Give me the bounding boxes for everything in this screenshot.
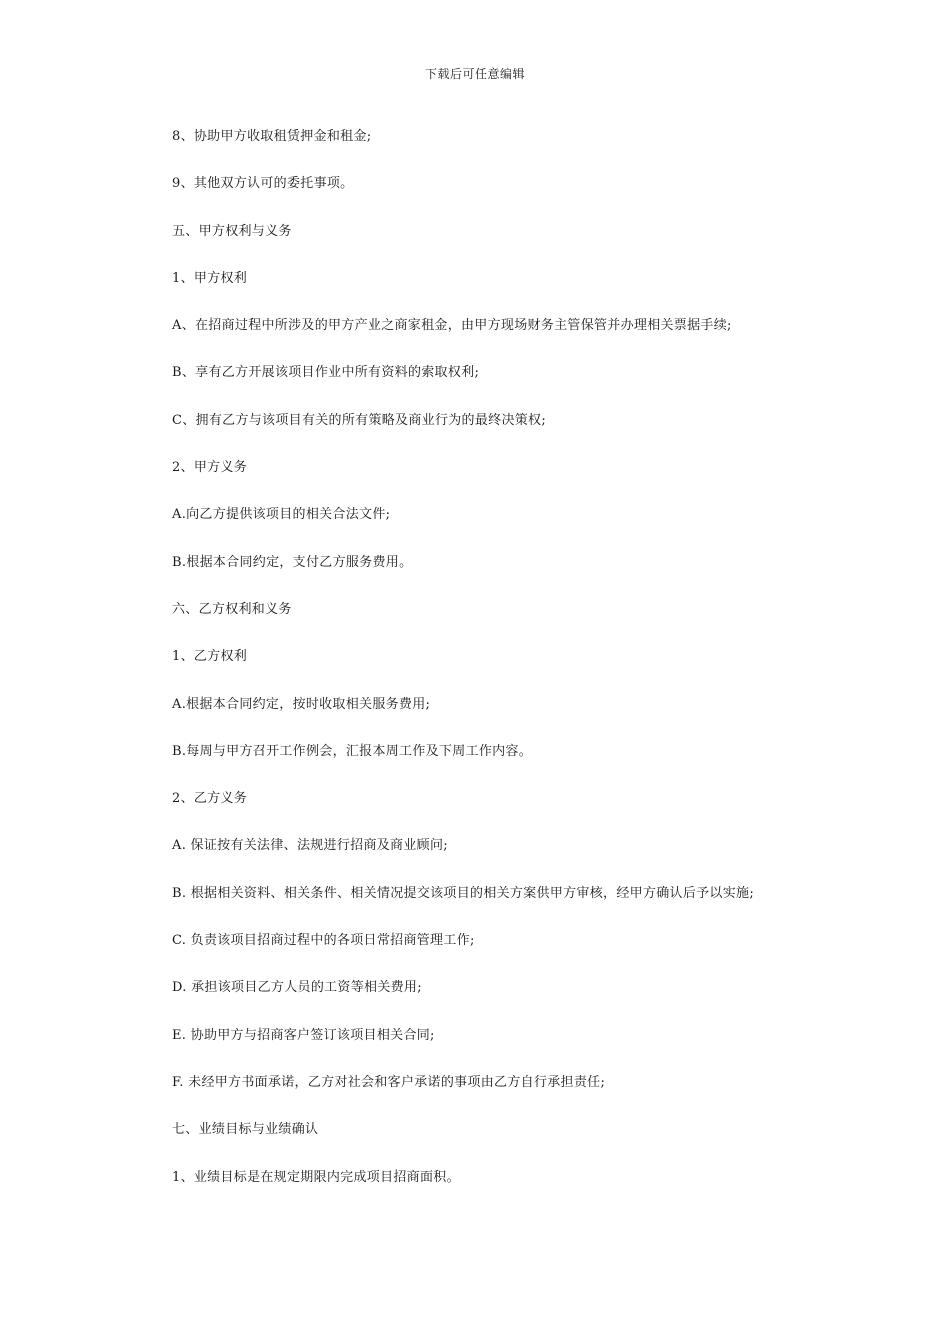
page-header: 下载后可任意编辑 xyxy=(424,67,525,81)
paragraph: 8、协助甲方收取租赁押金和租金; xyxy=(172,129,372,144)
section-heading: 六、乙方权利和义务 xyxy=(172,601,292,617)
paragraph: A. 保证按有关法律、法规进行招商及商业顾问; xyxy=(172,838,448,854)
paragraph: A.向乙方提供该项目的相关合法文件; xyxy=(172,507,391,523)
paragraph: D. 承担该项目乙方人员的工资等相关费用; xyxy=(172,980,422,996)
paragraph: F. 未经甲方书面承诺，乙方对社会和客户承诺的事项由乙方自行承担责任; xyxy=(172,1074,606,1090)
paragraph: A、在招商过程中所涉及的甲方产业之商家租金，由甲方现场财务主管保管并办理相关票据手续; xyxy=(172,318,732,334)
paragraph: 1、业绩目标是在规定期限内完成项目招商面积。 xyxy=(172,1169,460,1185)
section-heading: 五、甲方权利与义务 xyxy=(172,223,292,239)
section-heading: 七、业绩目标与业绩确认 xyxy=(172,1122,319,1138)
paragraph: E. 协助甲方与招商客户签订该项目相关合同; xyxy=(172,1027,435,1043)
document-body xyxy=(172,128,872,1216)
subsection-heading: 1、甲方权利 xyxy=(172,270,248,286)
subsection-heading: 2、乙方义务 xyxy=(172,791,248,807)
paragraph: B.每周与甲方召开工作例会，汇报本周工作及下周工作内容。 xyxy=(172,743,533,759)
paragraph: 9、其他双方认可的委托事项。 xyxy=(172,176,354,192)
paragraph: B. 根据相关资料、相关条件、相关情况提交该项目的相关方案供甲方审核，经甲方确认后予以实施; xyxy=(172,885,754,901)
paragraph: C、拥有乙方与该项目有关的所有策略及商业行为的最终决策权; xyxy=(172,412,547,428)
paragraph: B、享有乙方开展该项目作业中所有资料的索取权利; xyxy=(172,365,480,381)
paragraph: A.根据本合同约定，按时收取相关服务费用; xyxy=(172,696,431,712)
subsection-heading: 1、乙方权利 xyxy=(172,649,248,665)
paragraph: B.根据本合同约定，支付乙方服务费用。 xyxy=(172,554,413,570)
subsection-heading: 2、甲方义务 xyxy=(172,460,248,476)
paragraph: C. 负责该项目招商过程中的各项日常招商管理工作; xyxy=(172,933,475,949)
